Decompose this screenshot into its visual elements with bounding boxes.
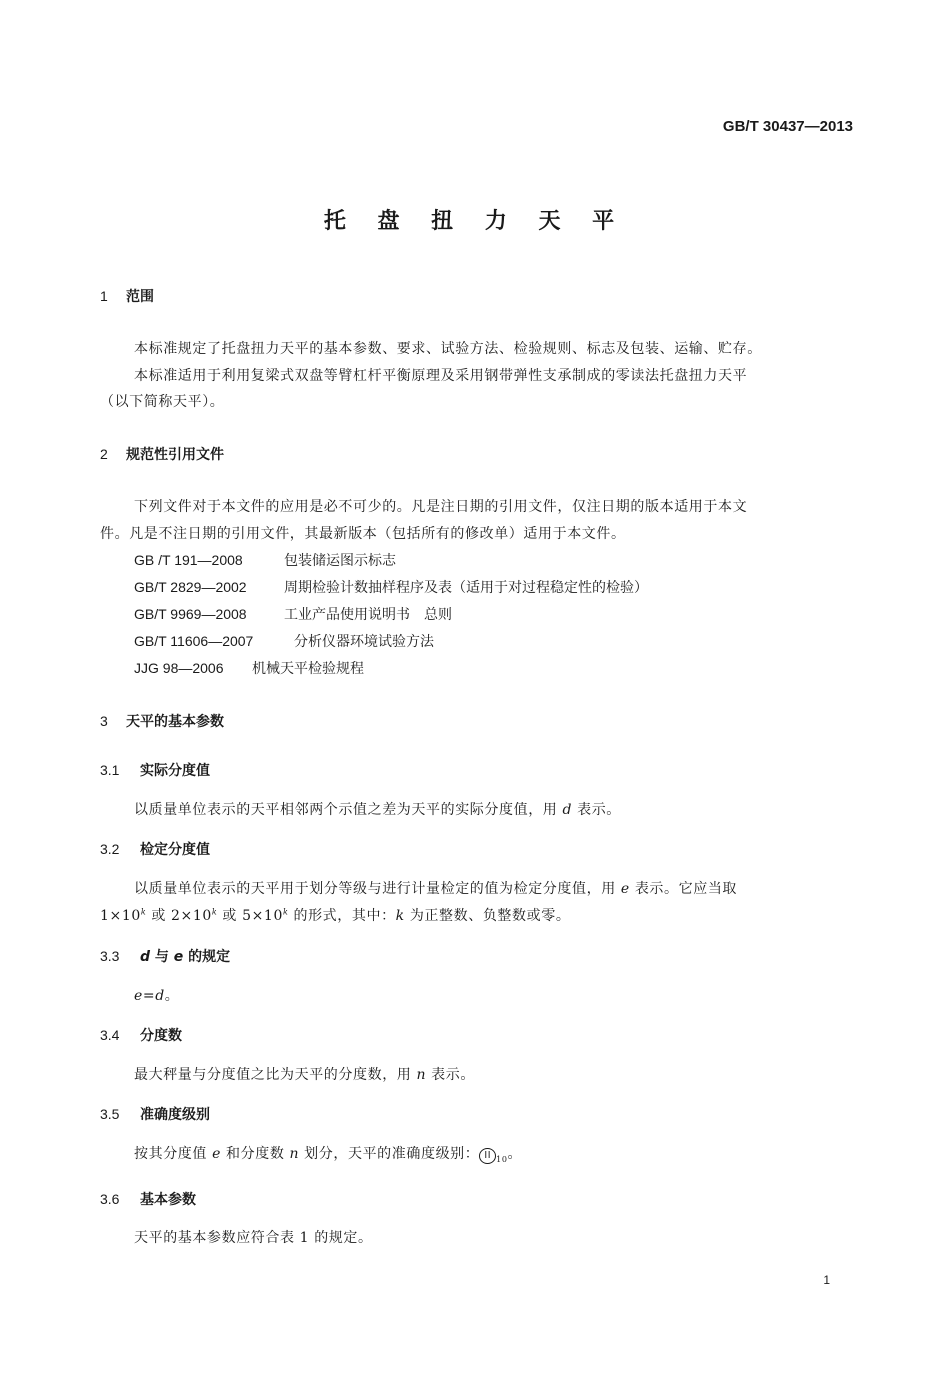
text: 。 <box>507 1146 523 1162</box>
section-1-heading <box>100 286 154 306</box>
variable: k <box>395 908 405 924</box>
text: 划分，天平的准确度级别： <box>304 1146 480 1162</box>
section-1-paragraph-2-line-1: 本标准适用于利用复梁式双盘等臂杠杆平衡原理及采用钢带弹性支承制成的零读法托盘扭力天平 <box>134 368 748 384</box>
section-title: 分度数 <box>140 1028 182 1044</box>
text: = <box>142 988 156 1004</box>
page-number: 1 <box>823 1273 830 1287</box>
reference-item <box>134 631 434 651</box>
reference-code: GB/T 11606—2007 <box>134 633 254 649</box>
section-title: 实际分度值 <box>140 763 210 779</box>
variable: e <box>620 881 630 897</box>
section-number: 3.4 <box>100 1027 120 1043</box>
reference-item <box>134 577 648 597</box>
section-number: 3.6 <box>100 1191 120 1207</box>
document-title: 托 盘 扭 力 天 平 <box>323 209 627 234</box>
reference-name: 分析仪器环境试验方法 <box>294 634 434 650</box>
accuracy-grade-symbol: II <box>479 1148 496 1164</box>
section-title: 基本参数 <box>140 1192 196 1208</box>
reference-code: JJG 98—2006 <box>134 660 224 676</box>
section-3-4-paragraph <box>134 1064 475 1084</box>
text: 和分度数 <box>226 1146 285 1162</box>
reference-code: GB/T 9969—2008 <box>134 606 247 622</box>
section-3-2-paragraph-line-1 <box>134 878 737 898</box>
reference-code: GB /T 191—2008 <box>134 552 243 568</box>
section-1-paragraph-1: 本标准规定了托盘扭力天平的基本参数、要求、试验方法、检验规则、标志及包装、运输、贮存。 <box>134 341 762 357</box>
section-2-paragraph-line-1: 下列文件对于本文件的应用是必不可少的。凡是注日期的引用文件，仅注日期的版本适用于本文 <box>134 499 748 515</box>
variable: d <box>155 988 165 1004</box>
section-3-3-heading <box>100 946 230 966</box>
text: 5×10 <box>242 908 283 924</box>
section-number: 3 <box>100 713 108 729</box>
exponent: k <box>140 907 147 917</box>
text: 按其分度值 <box>134 1146 207 1162</box>
section-2-paragraph-line-2: 件。凡是不注日期的引用文件，其最新版本（包括所有的修改单）适用于本文件。 <box>100 526 626 542</box>
section-3-6-paragraph: 天平的基本参数应符合表 1 的规定。 <box>134 1230 373 1246</box>
variable: d <box>140 949 151 965</box>
section-title: 与 <box>154 949 169 965</box>
section-3-heading <box>100 711 224 731</box>
reference-item <box>134 604 452 624</box>
section-title: 范围 <box>126 289 154 305</box>
reference-name: 周期检验计数抽样程序及表（适用于对过程稳定性的检验） <box>284 580 648 596</box>
text: 为正整数、负整数或零。 <box>409 908 571 924</box>
section-number: 2 <box>100 446 108 462</box>
section-number: 3.3 <box>100 948 120 964</box>
text: 1×10 <box>100 908 141 924</box>
section-3-2-paragraph-line-2 <box>100 905 570 925</box>
section-title: 的规定 <box>188 949 231 965</box>
reference-name: 机械天平检验规程 <box>252 661 364 677</box>
text: 表示。它应当取 <box>634 881 738 897</box>
variable: e <box>134 988 143 1004</box>
text: 以质量单位表示的天平用于划分等级与进行计量检定的值为检定分度值，用 <box>134 881 616 897</box>
text: 或 <box>151 908 166 924</box>
text: 以质量单位表示的天平相邻两个示值之差为天平的实际分度值，用 <box>134 802 558 818</box>
section-3-1-heading <box>100 760 210 780</box>
variable: n <box>416 1067 427 1083</box>
variable: e <box>212 1146 221 1162</box>
reference-name: 工业产品使用说明书 总则 <box>284 607 452 623</box>
section-title: 规范性引用文件 <box>126 447 224 463</box>
section-3-5-heading <box>100 1104 210 1124</box>
exponent: k <box>282 907 289 917</box>
standard-code: GB/T 30437—2013 <box>722 118 853 135</box>
accuracy-grade-subscript: 10 <box>496 1154 508 1164</box>
text: 最大秤量与分度值之比为天平的分度数，用 <box>134 1067 412 1083</box>
reference-code: GB/T 2829—2002 <box>134 579 247 595</box>
text: 或 <box>222 908 238 924</box>
text: 的形式，其中： <box>293 908 396 924</box>
exponent: k <box>211 907 218 917</box>
variable: d <box>562 802 573 818</box>
section-title: 准确度级别 <box>140 1107 210 1123</box>
section-3-2-heading <box>100 839 210 859</box>
text: 表示。 <box>577 802 621 818</box>
section-title: 天平的基本参数 <box>126 714 224 730</box>
section-title: 检定分度值 <box>140 842 210 858</box>
section-number: 3.2 <box>100 841 120 857</box>
section-3-5-paragraph <box>134 1143 522 1164</box>
text: 表示。 <box>431 1067 475 1083</box>
section-3-4-heading <box>100 1025 182 1045</box>
reference-name: 包装储运图示标志 <box>284 553 396 569</box>
section-3-3-paragraph <box>134 985 179 1005</box>
section-3-6-heading <box>100 1189 196 1209</box>
text: 2×10 <box>171 908 212 924</box>
reference-item <box>134 658 364 678</box>
reference-item <box>134 550 396 570</box>
section-number: 3.1 <box>100 762 120 778</box>
section-number: 3.5 <box>100 1106 120 1122</box>
section-3-1-paragraph <box>134 799 621 819</box>
section-2-heading <box>100 444 224 464</box>
variable: n <box>289 1146 300 1162</box>
variable: e <box>173 949 184 965</box>
section-number: 1 <box>100 288 108 304</box>
section-1-paragraph-2-line-2: （以下简称天平）。 <box>100 394 225 410</box>
text: 。 <box>164 988 180 1004</box>
